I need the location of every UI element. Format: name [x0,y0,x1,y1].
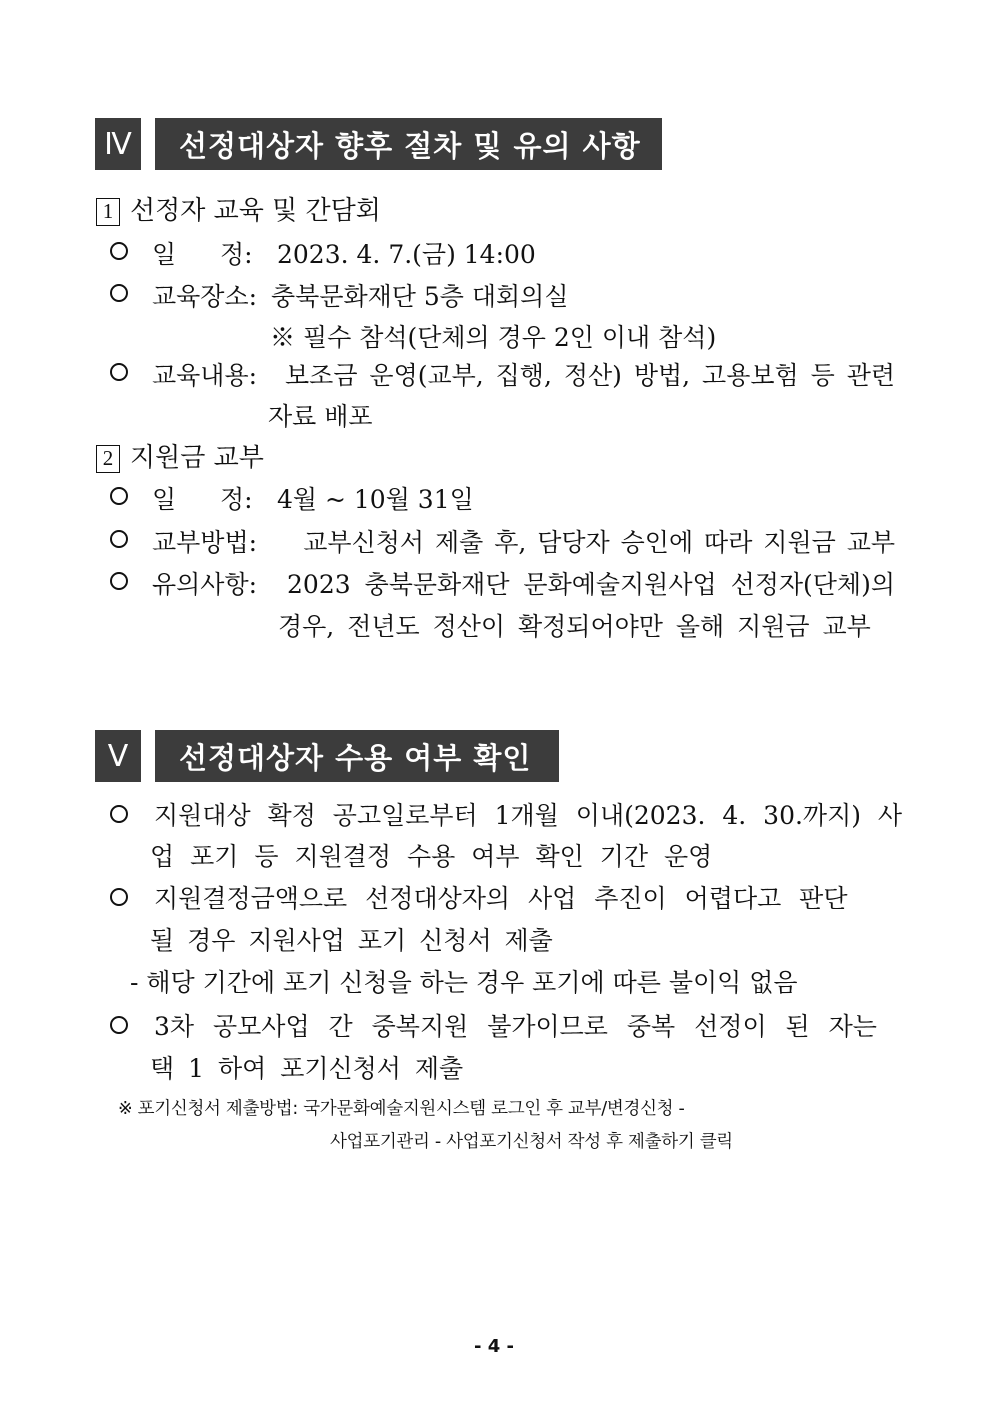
sub1-place-note: ※ 필수 참석(단체의 경우 2인 이내 참석) [270,323,717,352]
subsection-1-heading [96,190,381,227]
subsection-1-title: 선정자 교육 및 간담회 [130,196,381,226]
schedule-label-b: 정: [220,240,253,269]
schedule-value: 2023. 4. 7.(금) 14:00 [277,240,536,269]
hollow-circle-bullet-icon [110,487,128,505]
schedule-value: 4월 ~ 10월 31일 [277,485,474,514]
section5-item3-line1 [110,1007,895,1043]
section5-item1-line1 [110,796,903,832]
section5-item3-line2: 택 1 하여 포기신청서 제출 [150,1054,464,1083]
schedule-label-a: 일 [152,485,177,514]
section-5-title: 선정대상자 수용 여부 확인 [155,730,559,782]
section5-item2-dash: - 해당 기간에 포기 신청을 하는 경우 포기에 따른 불이익 없음 [130,968,798,997]
section5-item2-line1 [110,879,895,915]
item1-line1-text: 지원대상 확정 공고일로부터 1개월 이내(2023. 4. 30.까지) 사 [154,801,903,830]
content-value-line1: 보조금 운영(교부, 집행, 정산) 방법, 고용보험 등 관련 [285,361,895,390]
subsection-1-number: 1 [96,198,120,226]
section5-item2-line2: 될 경우 지원사업 포기 신청서 제출 [150,926,553,955]
subsection-2-number: 2 [96,445,120,473]
hollow-circle-bullet-icon [110,1016,128,1034]
item3-line1-text: 3차 공모사업 간 중복지원 불가이므로 중복 선정이 된 자는 [154,1012,877,1041]
sub2-method-row [110,523,895,559]
section-4-title: 선정대상자 향후 절차 및 유의 사항 [155,118,662,170]
section5-note-line2: 사업포기관리 - 사업포기신청서 작성 후 제출하기 클릭 [330,1132,733,1152]
schedule-label-b: 정: [220,485,253,514]
method-value: 교부신청서 제출 후, 담당자 승인에 따라 지원금 교부 [303,528,895,557]
subsection-2-title: 지원금 교부 [130,443,264,473]
hollow-circle-bullet-icon [110,242,128,260]
sub2-schedule-row [110,480,474,516]
hollow-circle-bullet-icon [110,572,128,590]
sub1-content-row [110,356,895,392]
section5-note-line1: ※ 포기신청서 제출방법: 국가문화예술지원시스템 로그인 후 교부/변경신청 - [118,1099,685,1119]
caution-value-line1: 2023 충북문화재단 문화예술지원사업 선정자(단체)의 [287,570,895,599]
section5-item1-line2: 업 포기 등 지원결정 수용 여부 확인 기간 운영 [150,842,713,871]
sub1-schedule-row [110,235,536,271]
hollow-circle-bullet-icon [110,805,128,823]
sub1-content-line2: 자료 배포 [268,402,373,431]
hollow-circle-bullet-icon [110,284,128,302]
page-number: - 4 - [474,1336,514,1357]
sub2-caution-line2: 경우, 전년도 정산이 확정되어야만 올해 지원금 교부 [278,612,871,641]
sub2-caution-row [110,565,895,601]
method-label: 교부방법: [152,528,258,557]
place-value: 충북문화재단 5층 대회의실 [271,282,569,311]
schedule-label-a: 일 [152,240,177,269]
hollow-circle-bullet-icon [110,530,128,548]
section-5-number: Ⅴ [95,730,141,782]
subsection-2-heading [96,437,264,474]
section-4-number: Ⅳ [95,118,141,170]
place-label: 교육장소: [152,282,258,311]
caution-label: 유의사항: [152,570,258,599]
content-label: 교육내용: [152,361,258,390]
item2-line1-text: 지원결정금액으로 선정대상자의 사업 추진이 어렵다고 판단 [154,884,848,913]
hollow-circle-bullet-icon [110,363,128,381]
sub1-place-row [110,277,568,313]
hollow-circle-bullet-icon [110,888,128,906]
